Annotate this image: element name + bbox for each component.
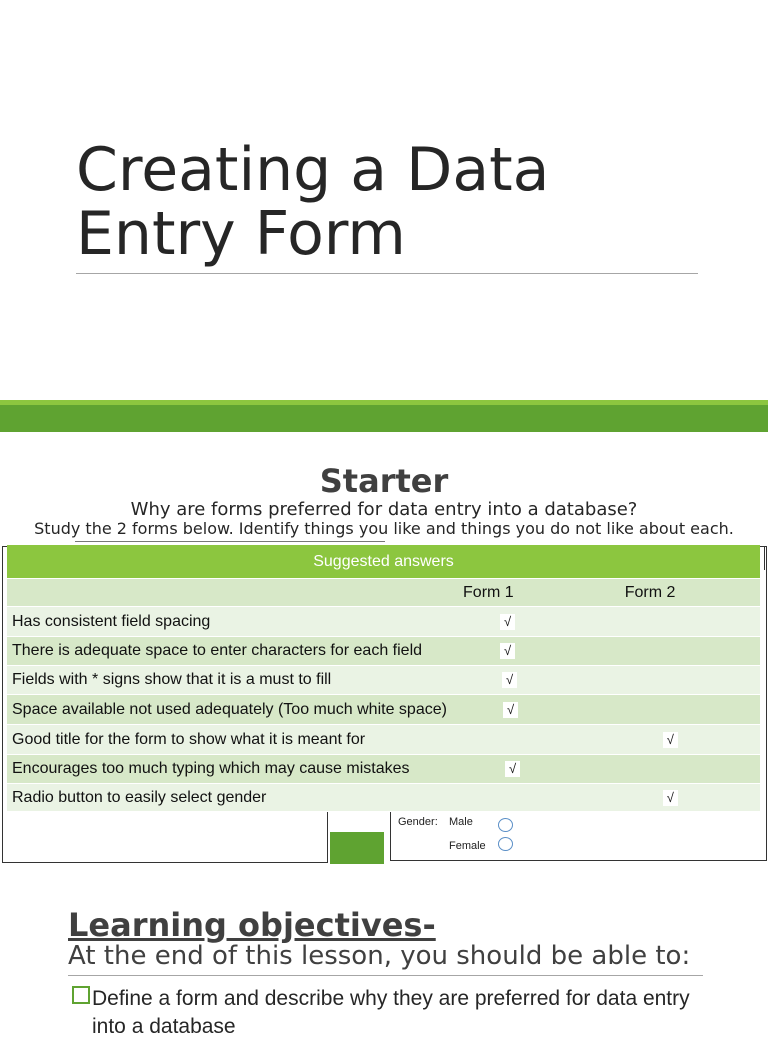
- form-2-edge: [764, 546, 768, 570]
- table-header-form2: Form 2: [620, 579, 760, 607]
- row-label: Has consistent field spacing: [7, 607, 458, 637]
- female-label: Female: [449, 840, 486, 852]
- row-label: Fields with * signs show that it is a must to fill: [7, 666, 458, 695]
- table-row: [7, 607, 760, 637]
- slide-separator-dark: [0, 405, 768, 432]
- table-header-blank: [7, 579, 458, 607]
- learning-objectives-heading: Learning objectives-: [68, 906, 436, 944]
- table-row: [7, 637, 760, 666]
- male-label: Male: [449, 816, 473, 828]
- check-icon: √: [663, 732, 678, 748]
- gender-label: Gender:: [398, 816, 438, 828]
- table-row: [7, 725, 760, 755]
- objective-item: Define a form and describe why they are preferred for data entry into a database: [92, 987, 690, 1038]
- table-caption: Suggested answers: [7, 545, 760, 579]
- starter-question: Why are forms preferred for data entry into a database?: [130, 499, 638, 520]
- title-line-2: Entry Form: [76, 199, 406, 269]
- table-row: [7, 666, 760, 695]
- table-row: [7, 755, 760, 784]
- row-label: Space available not used adequately (Too much white space): [7, 695, 458, 725]
- radio-male-icon: [498, 818, 513, 832]
- title-divider: [76, 273, 698, 274]
- title-line-1: Creating a Data: [76, 135, 550, 205]
- green-block: [330, 832, 384, 864]
- check-icon: √: [500, 614, 515, 630]
- row-label: Radio button to easily select gender: [7, 784, 458, 812]
- checkbox-bullet-icon: [72, 986, 90, 1004]
- check-icon: √: [503, 702, 518, 718]
- starter-heading: Starter: [319, 462, 449, 500]
- check-icon: √: [500, 643, 515, 659]
- check-icon: √: [505, 761, 520, 777]
- row-label: Good title for the form to show what it is meant for: [7, 725, 458, 755]
- suggested-answers-table: [7, 545, 760, 812]
- instruction-underline: [75, 541, 385, 542]
- row-label: Encourages too much typing which may cause mistakes: [7, 755, 458, 784]
- radio-female-icon: [498, 837, 513, 851]
- slide-title: [76, 135, 716, 269]
- table-row: [7, 695, 760, 725]
- table-header-form1: Form 1: [458, 579, 620, 607]
- learning-divider: [68, 975, 703, 976]
- check-icon: √: [663, 790, 678, 806]
- row-label: There is adequate space to enter characters for each field: [7, 637, 458, 666]
- starter-instruction: Study the 2 forms below. Identify things you like and things you do not like about each.: [34, 519, 734, 538]
- check-icon: √: [502, 672, 517, 688]
- table-row: [7, 784, 760, 812]
- learning-objectives-subheading: At the end of this lesson, you should be able to:: [68, 941, 691, 971]
